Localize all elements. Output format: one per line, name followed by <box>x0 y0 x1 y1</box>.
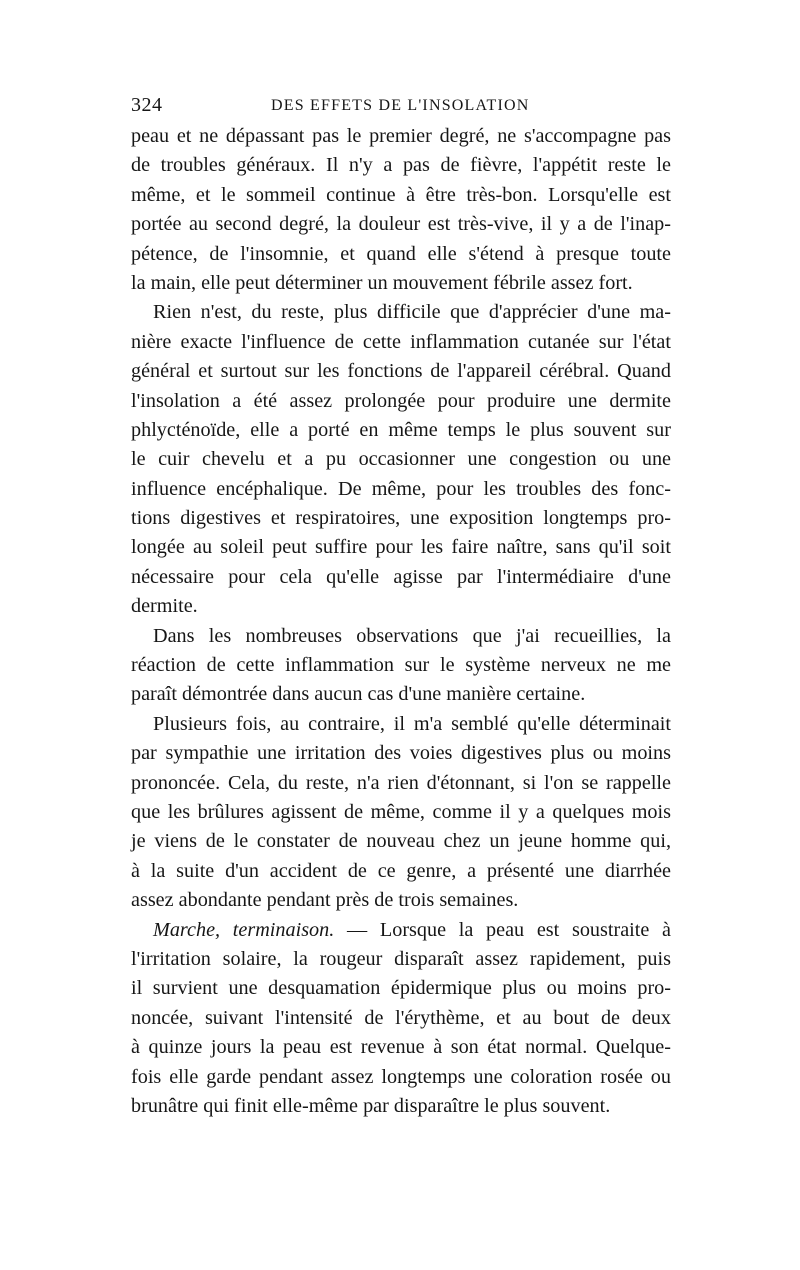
text-line: il survient une desquamation épidermique plus ou moins pro- <box>131 977 671 1000</box>
text-line: brunâtre qui finit elle-même par disparaître le plus souvent. <box>131 1094 611 1117</box>
text-line: à quinze jours la peau est revenue à son état normal. Quelque- <box>131 1036 671 1059</box>
text-line: nière exacte l'influence de cette inflammation cutanée sur l'état <box>131 330 671 353</box>
text-line: Rien n'est, du reste, plus difficile que d'apprécier d'une ma- <box>153 301 671 324</box>
text-line: tions digestives et respiratoires, une exposition longtemps pro- <box>131 507 671 530</box>
text-line: le cuir chevelu et a pu occasionner une congestion ou une <box>131 448 671 471</box>
text-line: pétence, de l'insomnie, et quand elle s'étend à presque toute <box>131 242 671 265</box>
text-line: dermite. <box>131 595 198 618</box>
text-line: longée au soleil peut suffire pour les faire naître, sans qu'il soit <box>131 536 671 559</box>
text-line-with-italic-lead <box>131 916 671 945</box>
text-line: de troubles généraux. Il n'y a pas de fièvre, l'appétit reste le <box>131 154 671 177</box>
text-line: à la suite d'un accident de ce genre, a présenté une diarrhée <box>131 859 671 882</box>
text-line: phlycténoïde, elle a porté en même temps le plus souvent sur <box>131 418 671 441</box>
text-line: influence encéphalique. De même, pour les troubles des fonc- <box>131 477 671 500</box>
text-line: prononcée. Cela, du reste, n'a rien d'étonnant, si l'on se rappelle <box>131 771 671 794</box>
text-line: je viens de le constater de nouveau chez un jeune homme qui, <box>131 830 671 853</box>
section-italic-lead: Marche, terminaison. <box>153 918 335 941</box>
running-head <box>131 92 671 122</box>
body-text <box>131 122 671 1121</box>
text-line: que les brûlures agissent de même, comme il y a quelques mois <box>131 800 671 823</box>
text-line: peau et ne dépassant pas le premier degré, ne s'accompagne pas <box>131 125 671 147</box>
page-number: 324 <box>131 94 163 116</box>
text-line: la main, elle peut déterminer un mouvement fébrile assez fort. <box>131 271 633 294</box>
text-line: nécessaire pour cela qu'elle agisse par l'intermédiaire d'une <box>131 565 671 588</box>
book-page <box>131 92 671 1121</box>
text-line-rest: — Lorsque la peau est soustraite à <box>347 918 672 941</box>
text-line: par sympathie une irritation des voies digestives plus ou moins <box>131 742 671 765</box>
text-line: Plusieurs fois, au contraire, il m'a semblé qu'elle déterminait <box>153 712 671 735</box>
running-title: DES EFFETS DE L'INSOLATION <box>271 97 530 114</box>
text-line: Dans les nombreuses observations que j'ai recueillies, la <box>153 624 671 647</box>
text-line: l'insolation a été assez prolongée pour produire une dermite <box>131 389 671 412</box>
text-line: portée au second degré, la douleur est très-vive, il y a de l'inap- <box>131 213 671 236</box>
text-line: noncée, suivant l'intensité de l'érythème, et au bout de deux <box>131 1006 671 1029</box>
text-line: fois elle garde pendant assez longtemps une coloration rosée ou <box>131 1065 671 1088</box>
text-line: même, et le sommeil continue à être très-bon. Lorsqu'elle est <box>131 183 671 206</box>
text-line: l'irritation solaire, la rougeur disparaît assez rapidement, puis <box>131 947 671 970</box>
text-line: réaction de cette inflammation sur le système nerveux ne me <box>131 654 671 677</box>
text-line: assez abondante pendant près de trois semaines. <box>131 889 519 912</box>
text-line: général et surtout sur les fonctions de l'appareil cérébral. Quand <box>131 360 671 383</box>
text-line: paraît démontrée dans aucun cas d'une manière certaine. <box>131 683 586 706</box>
